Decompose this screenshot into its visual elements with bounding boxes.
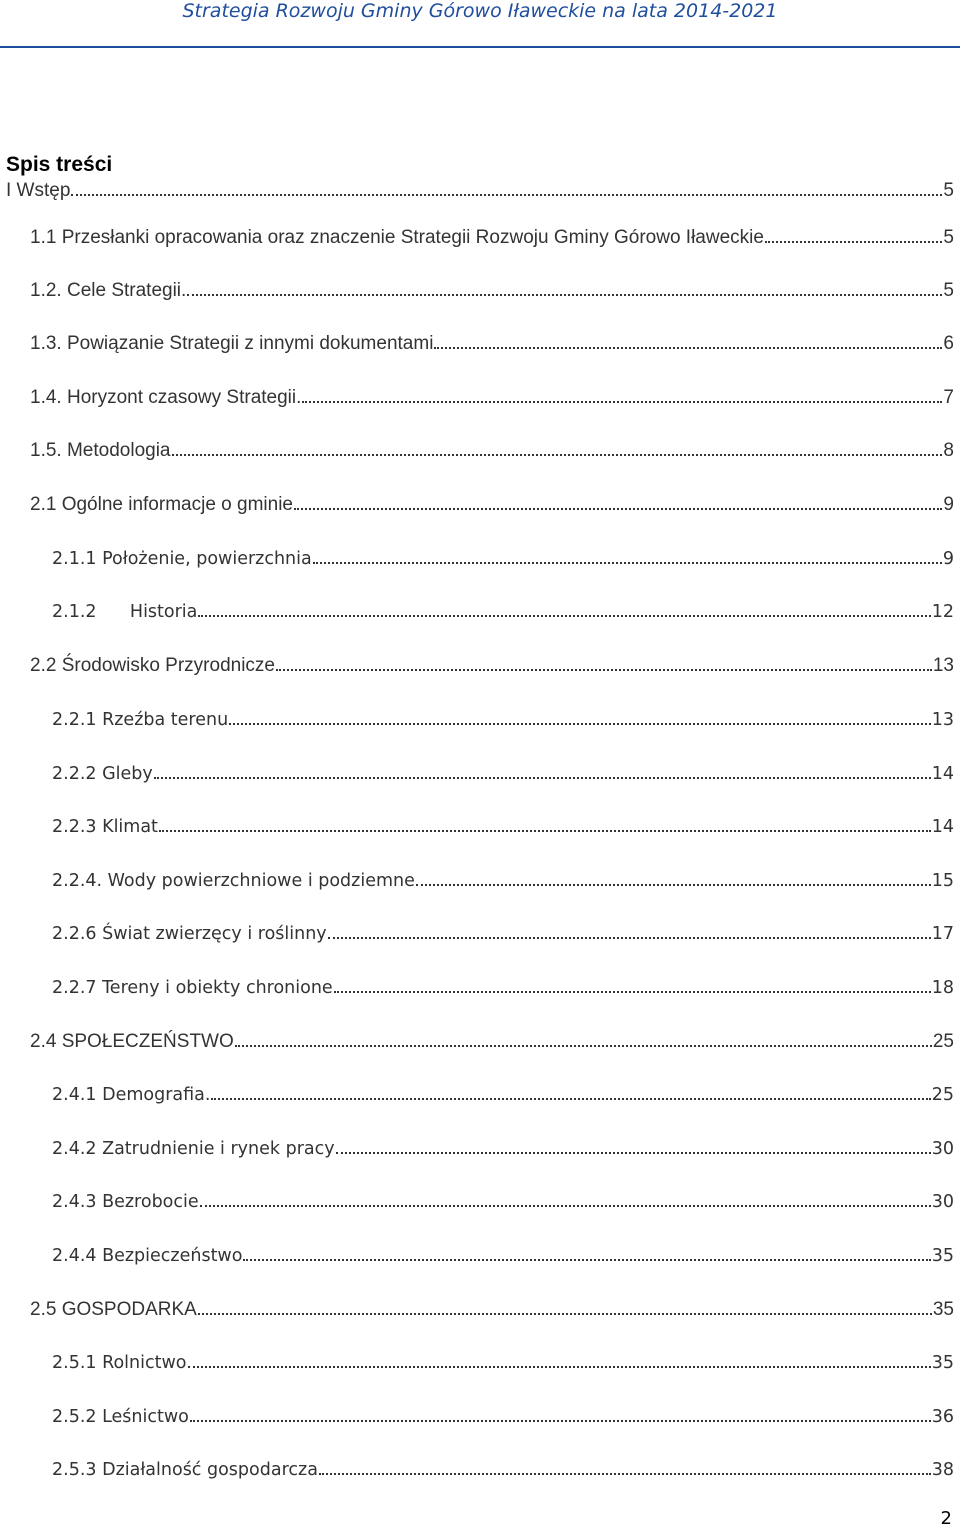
toc-entry-label: 2.5.3 Działalność gospodarcza: [52, 1460, 318, 1480]
toc-entry[interactable]: [30, 655, 954, 683]
toc-entry-page: 13: [932, 655, 954, 676]
toc-entry-label: 1.5. Metodologia: [30, 440, 171, 461]
toc-entry-page: 25: [932, 1031, 954, 1052]
toc-entry-label: 1.3. Powiązanie Strategii z innymi dokumentami: [30, 333, 434, 354]
toc-leader-dots: [172, 440, 943, 456]
toc-entry-page: 6: [943, 333, 954, 354]
toc-entry-page: 9: [942, 549, 954, 569]
toc-leader-dots: [328, 923, 931, 939]
toc-entry[interactable]: [52, 977, 954, 1005]
toc-leader-dots: [276, 655, 932, 671]
toc-leader-dots: [198, 601, 930, 617]
toc-entry-label: 2.5.2 Leśnictwo: [52, 1407, 189, 1427]
toc-entry-page: 35: [931, 1353, 954, 1373]
toc-entry-label: 1.4. Horyzont czasowy Strategii.: [30, 387, 302, 408]
toc-entry[interactable]: [52, 1084, 954, 1112]
toc-leader-dots: [200, 1191, 931, 1207]
toc-entry-page: 18: [931, 978, 954, 998]
toc-leader-dots: [416, 870, 931, 886]
toc-entry[interactable]: [30, 440, 954, 468]
toc-entry-label: 2.2.7 Tereny i obiekty chronione: [52, 978, 333, 998]
toc-entry-label: 2.2.3 Klimat: [52, 817, 158, 837]
toc-entry[interactable]: [52, 1459, 954, 1487]
toc-entry-page: 15: [931, 871, 954, 891]
toc-leader-dots: [243, 1245, 930, 1261]
toc-entry-page: 38: [931, 1460, 954, 1480]
toc-entry-page: 30: [931, 1139, 954, 1159]
header-divider: [0, 46, 960, 48]
toc-entry-page: 35: [931, 1246, 954, 1266]
toc-entry[interactable]: [30, 227, 954, 255]
toc-entry[interactable]: [52, 601, 954, 629]
page-header: [0, 0, 960, 24]
toc-leader-dots: [235, 1031, 932, 1047]
toc-entry-page: 30: [931, 1192, 954, 1212]
toc-leader-dots: [159, 816, 931, 832]
toc-leader-dots: [336, 1138, 931, 1154]
toc-entry-label: 2.4.1 Demografia.: [52, 1085, 211, 1105]
toc-leader-dots: [313, 548, 942, 564]
toc-leader-dots: [187, 280, 942, 296]
toc-leader-dots: [198, 1299, 932, 1315]
toc-entry-page: 14: [931, 817, 954, 837]
toc-entry-page: 5: [943, 180, 954, 201]
toc-entry-label: 2.4 SPOŁECZEŃSTWO: [30, 1031, 234, 1052]
toc-leader-dots: [188, 1352, 931, 1368]
toc-entry-page: 14: [931, 764, 954, 784]
toc-entry[interactable]: [30, 387, 954, 415]
toc-entry[interactable]: [52, 816, 954, 844]
toc-entry-label: 2.5.1 Rolnictwo: [52, 1353, 187, 1373]
toc-entry-page: 25: [931, 1085, 954, 1105]
toc-entry-label: 2.1.1 Położenie, powierzchnia: [52, 549, 312, 569]
toc-entry[interactable]: [6, 180, 954, 208]
toc-entry-label: 2.2.2 Gleby: [52, 764, 153, 784]
toc-entry-page: 13: [931, 710, 954, 730]
toc-entry-label: 2.1.2 Historia: [52, 602, 198, 622]
toc-entry-label: 2.2.4. Wody powierzchniowe i podziemne: [52, 871, 415, 891]
toc-entry[interactable]: [52, 1352, 954, 1380]
toc-entry[interactable]: [52, 548, 954, 576]
toc-leader-dots: [71, 180, 942, 196]
toc-entry[interactable]: [52, 763, 954, 791]
toc-leader-dots: [319, 1459, 931, 1475]
toc-entry-label: 1.2. Cele Strategii.: [30, 280, 187, 301]
toc-leader-dots: [154, 763, 931, 779]
header-title: Strategia Rozwoju Gminy Górowo Iławeckie na lata 2014-2021: [182, 0, 778, 22]
toc-entry[interactable]: [52, 1406, 954, 1434]
page-number: 2: [940, 1508, 952, 1529]
toc-leader-dots: [302, 387, 942, 403]
toc-entry-page: 12: [931, 602, 954, 622]
toc-leader-dots: [229, 709, 931, 725]
toc-leader-dots: [765, 227, 942, 243]
toc-leader-dots: [334, 977, 931, 993]
toc-leader-dots: [211, 1084, 930, 1100]
toc-entry[interactable]: [52, 1138, 954, 1166]
toc-entry[interactable]: [30, 280, 954, 308]
toc-entry[interactable]: [52, 1245, 954, 1273]
toc-entry[interactable]: [30, 333, 954, 361]
toc-entry-page: 5: [943, 227, 954, 248]
toc-entry-page: 8: [943, 440, 954, 461]
toc-entry-label: 2.4.4 Bezpieczeństwo: [52, 1246, 243, 1266]
toc-entry[interactable]: [52, 923, 954, 951]
toc-entry-label: I Wstęp: [6, 180, 71, 201]
toc-entry[interactable]: [52, 1191, 954, 1219]
toc-entry-label: 1.1 Przesłanki opracowania oraz znaczenie Strategii Rozwoju Gminy Górowo Iławeckie: [30, 227, 764, 248]
toc-entry-label: 2.4.2 Zatrudnienie i rynek pracy: [52, 1139, 335, 1159]
toc-entry[interactable]: [52, 709, 954, 737]
toc-entry-page: 36: [931, 1407, 954, 1427]
toc-entry-label: 2.2 Środowisko Przyrodnicze: [30, 655, 275, 676]
toc-entry[interactable]: [30, 1299, 954, 1327]
toc-entry-page: 35: [932, 1299, 954, 1320]
toc-entry-page: 5: [943, 280, 954, 301]
toc-leader-dots: [434, 333, 942, 349]
toc-entry-label: 2.5 GOSPODARKA: [30, 1299, 197, 1320]
toc-entry-label: 2.1 Ogólne informacje o gminie: [30, 494, 293, 515]
toc-entry[interactable]: [30, 494, 954, 522]
toc-entry-label: 2.2.6 Świat zwierzęcy i roślinny: [52, 924, 327, 944]
toc-entry[interactable]: [30, 1031, 954, 1059]
toc-entry-page: 9: [943, 494, 954, 515]
toc-entry-page: 7: [943, 387, 954, 408]
toc-entry-page: 17: [931, 924, 954, 944]
toc-leader-dots: [190, 1406, 931, 1422]
toc-entry[interactable]: [52, 870, 954, 898]
toc-entry-label: 2.4.3 Bezrobocie: [52, 1192, 199, 1212]
toc-title: Spis treści: [6, 153, 113, 176]
toc-leader-dots: [294, 494, 942, 510]
toc-entry-label: 2.2.1 Rzeźba terenu: [52, 710, 229, 730]
